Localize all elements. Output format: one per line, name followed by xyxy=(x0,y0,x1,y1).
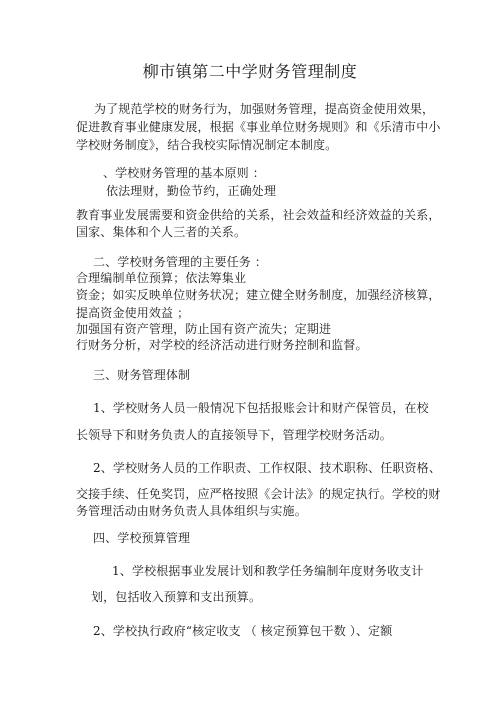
section-2-body-line-2: 资金；如实反映单位财务状况；建立健全财务制度，加强经济核算， xyxy=(76,288,441,302)
section-3-p1-line-1: 1、学校财务人员一般情况下包括报账会计和财产保管员，在校 xyxy=(93,401,429,415)
intro-line-1: 为了规范学校的财务行为，加强财务管理，提高资金使用效果， xyxy=(94,102,435,116)
section-2-body-line-1: 合理编制单位预算；依法筹集业 xyxy=(76,271,247,285)
intro-line-3: 学校财务制度》，结合我校实际情况制定本制度。 xyxy=(76,138,338,152)
section-3-p2-line-1: 2、学校财务人员的工作职责、工作权限、技术职称、任职资格、 xyxy=(93,461,441,475)
section-4-p1-line-2: 划，包括收入预算和支出预算。 xyxy=(91,590,262,604)
document-title: 柳市镇第二中学财务管理制度 xyxy=(142,62,358,81)
section-2-body-line-4: 加强国有资产管理，防止国有资产流失；定期进 xyxy=(76,322,332,336)
section-4-heading: 四、学校预算管理 xyxy=(93,531,191,545)
section-3-p1-line-2: 长领导下和财务负责人的直接领导下，管理学校财务活动。 xyxy=(76,428,392,442)
section-4-p2-line-1: 2、学校执行政府“核定收支 （ 核定预算包干数 ）、定额 xyxy=(93,624,393,638)
section-2-body-line-3: 提高资金使用效益 ； xyxy=(76,306,190,320)
section-3-p2-line-2: 交接手续、任免奖罚，应严格按照《会计法》的规定执行。学校的财 xyxy=(76,487,441,501)
intro-line-2: 促进教育事业健康发展，根据《事业单位财务规则》和《乐清市中小 xyxy=(76,120,441,134)
section-3-heading: 三、财务管理体制 xyxy=(93,368,191,382)
section-3-p2-line-3: 务管理活动由财务负责人具体组织与实施。 xyxy=(76,504,307,518)
section-1-body-line-2: 国家、集体和个人三者的关系。 xyxy=(76,225,247,239)
section-1-body-line-1: 教育事业发展需要和资金供给的关系，社会效益和经济效益的关系， xyxy=(76,208,441,222)
section-1-principle: 依法理财，勤俭节约，正确处理 xyxy=(106,184,277,198)
section-2-body-line-5: 行财务分析，对学校的经济活动进行财务控制和监督。 xyxy=(76,338,368,352)
section-2-heading: 二、学校财务管理的主要任务 ： xyxy=(93,255,268,269)
section-4-p1-line-1: 1、学校根据事业发展计划和教学任务编制年度财务收支计 xyxy=(112,564,424,578)
section-1-heading: 、学校财务管理的基本原则 ： xyxy=(103,166,265,180)
